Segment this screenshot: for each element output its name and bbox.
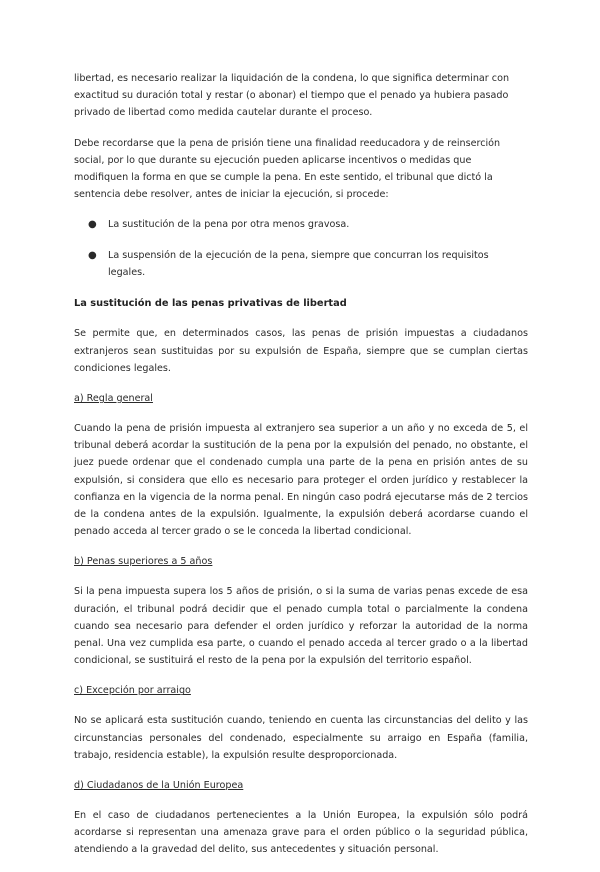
section-heading: La sustitución de las penas privativas de libertad bbox=[74, 298, 347, 310]
subsection-text-arraigo: No se aplicará esta sustitución cuando, teniendo en cuenta las circunstancias del delito y las circunstancias personales del condenado, especialmente su arraigo en España (familia, trabajo, residencia estable), la expulsión resulte desproporcionada. bbox=[74, 715, 528, 761]
section-intro: Se permite que, en determinados casos, las penas de prisión impuestas a ciudadanos extranjeros sean sustituidas por su expulsión de España, siempre que se cumplan ciertas condiciones legales. bbox=[74, 328, 528, 374]
paragraph-liquidacion: libertad, es necesario realizar la liquidación de la condena, lo que significa determinar con exactitud su duración total y restar (o abonar) el tiempo que el penado ya hubiera pasado privado de libertad como medida cautelar durante el proceso. bbox=[74, 73, 510, 119]
subsection-text-regla-general: Cuando la pena de prisión impuesta al extranjero sea superior a un año y no exceda de 5, el tribunal deberá acordar la sustitución de la pena por la expulsión del penado, no obstante, el juez puede ordenar que el condenado cumpla una parte de la pena en prisión antes de su expulsión, si considera que ello es necesario para proteger el orden jurídico y restablecer la confianza en la vigencia de la norma penal. En ningún caso podrá ejecutarse más de 2 tercios de la condena antes de la expulsión. Igualmente, la expulsión deberá acordarse cuando el penado acceda al tercer grado o se le conceda la libertad condicional. bbox=[74, 423, 528, 538]
bullet-icon: ● bbox=[88, 250, 97, 262]
list-item bbox=[74, 216, 528, 233]
subsection-heading-regla-general: a) Regla general bbox=[74, 393, 153, 405]
subsection-heading-penas-superiores: b) Penas superiores a 5 años bbox=[74, 556, 213, 568]
subsection-heading-ue: d) Ciudadanos de la Unión Europea bbox=[74, 780, 244, 792]
list-item bbox=[74, 247, 528, 281]
list-item-text: La sustitución de la pena por otra menos gravosa. bbox=[108, 219, 350, 231]
document-page bbox=[74, 70, 528, 872]
subsection-text-penas-superiores: Si la pena impuesta supera los 5 años de prisión, o si la suma de varias penas excede de esa duración, el tribunal podrá decidir que el penado cumpla total o parcialmente la condena cuando sea necesario para defender el orden jurídico y reforzar la autoridad de la norma penal. Una vez cumplida esa parte, o cuando el penado acceda al tercer grado o a la libertad condicional, se sustituirá el resto de la pena por la expulsión del territorio español. bbox=[74, 586, 528, 667]
options-list bbox=[74, 216, 528, 281]
subsection-heading-arraigo: c) Excepción por arraigo bbox=[74, 685, 191, 697]
bullet-icon: ● bbox=[88, 219, 97, 231]
paragraph-finalidad-reeducadora: Debe recordarse que la pena de prisión tiene una finalidad reeducadora y de reinserción social, por lo que durante su ejecución pueden aplicarse incentivos o medidas que modifiquen la forma en que se cumple la pena. En este sentido, el tribunal que dictó la sentencia debe resolver, antes de iniciar la ejecución, si procede: bbox=[74, 137, 501, 201]
list-item-text: La suspensión de la ejecución de la pena, siempre que concurran los requisitos legales. bbox=[108, 250, 489, 279]
subsection-text-ue: En el caso de ciudadanos pertenecientes a la Unión Europea, la expulsión sólo podrá acordarse si representan una amenaza grave para el orden público o la seguridad pública, atendiendo a la gravedad del delito, sus antecedentes y situación personal. bbox=[74, 810, 528, 856]
